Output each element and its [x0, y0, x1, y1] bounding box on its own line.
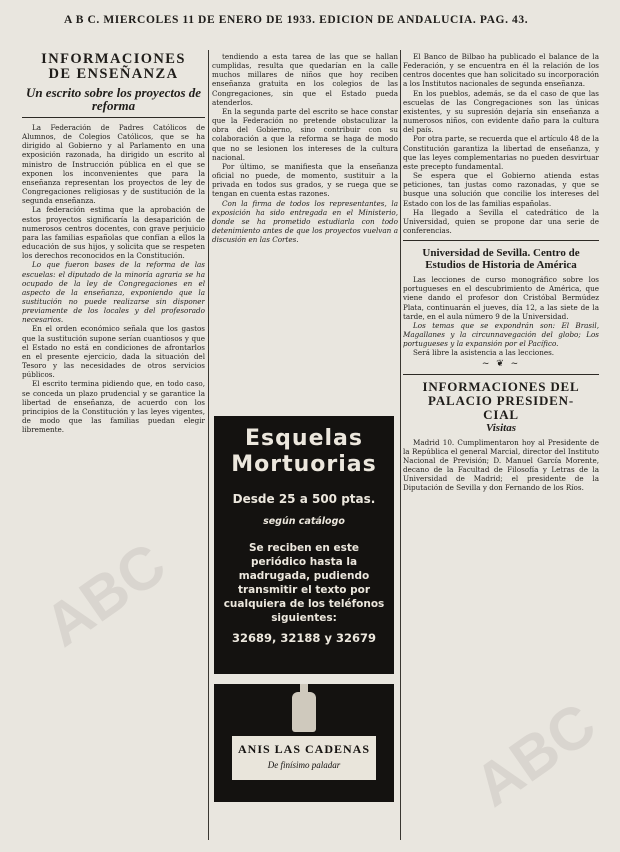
subhead-visitas: Visitas	[486, 421, 516, 434]
ad-esquelas	[214, 416, 394, 674]
paragraph: Se espera que el Gobierno atienda estas peticiones, tan justas como razonadas, y que se busque una solución que concilie los intereses del Estado con los de las familias españolas.	[403, 171, 599, 208]
paragraph: La federación estima que la aprobación de estos proyectos significaría la desaparición de numerosos centros docentes, con grave perjuicio para las familias españolas que confían a ellos la educación de sus hijos, y solicita que se respeten los derechos reconocidos en la Constitución.	[22, 205, 205, 261]
rule	[22, 117, 205, 118]
paragraph: Lo que fueron bases de la reforma de las escuelas: el diputado de la minoría agraria se ha ocupado de la ley de Congregaciones en el aspecto de la enseñanza, exponiendo que la sustitución no puede realizarse sin disponer previamente de los locales y del profesorado necesarios.	[22, 260, 205, 325]
rule	[403, 240, 599, 241]
paragraph: El escrito termina pidiendo que, en todo caso, se conceda un plazo prudencial y se garantice la libertad de enseñanza, de acuerdo con los principios de la Constitución y las leyes vigentes, de modo que las familias puedan elegir libremente.	[22, 379, 205, 435]
page-header: A B C. MIERCOLES 11 DE ENERO DE 1933. EDICION DE ANDALUCIA. PAG. 43.	[64, 14, 529, 26]
paragraph: La Federación de Padres Católicos de Alumnos, de Colegios Católicos, que se ha dirigido al Gobierno y al Parlamento en una exposición razonada, ha dirigido un escrito al ministro de Instrucción pública en el que se exponen los inconvenientes que para la enseñanza representan los proyectos de ley de Congregaciones religiosas y de sustitución de la segunda enseñanza.	[22, 123, 205, 206]
ad-body: Se reciben en este periódico hasta la madrugada, pudiendo transmitir el texto por cualquiera de los teléfonos siguientes:	[223, 542, 385, 624]
article-subhead: Un escrito sobre los proyectos de reforma	[25, 85, 202, 113]
ad-title: Mortuorias	[231, 452, 377, 477]
headline-palacio: CIAL	[483, 406, 519, 422]
paragraph: En el orden económico señala que los gastos que la sustitución supone serían cuantiosos y que el Estado no está en condiciones de afrontarlos en el presente ejercicio, dada la situación del Tesoro y las necesidades de otros servicios públicos.	[22, 324, 205, 380]
ad-anis	[214, 684, 394, 802]
paragraph: El Banco de Bilbao ha publicado el balance de la Federación, y se encuentra en él la relación de los centros docentes que han solicitado su incorporación a los Institutos nacionales de segunda enseñanza.	[403, 52, 599, 89]
column-news	[403, 52, 599, 842]
section-head-universidad: Universidad de Sevilla. Centro de Estudios de Historia de América	[422, 247, 580, 272]
column-divider	[400, 50, 401, 840]
paragraph: tendiendo a esta tarea de las que se hallan cumplidas, resulta que quedarían en la calle muchos millares de niños que hoy reciben enseñanza gratuita en los colegios de las Congregaciones, sin que el Estado pueda atenderlos.	[212, 52, 398, 107]
rule	[403, 374, 599, 375]
column-education	[22, 52, 205, 842]
paragraph: Con la firma de todos los representantes, la exposición ha sido entregada en el Ministerio, donde se ha prometido estudiarla con todo detenimiento antes de que los proyectos vuelvan a discusión en las Cortes.	[212, 198, 398, 245]
paragraph: Por último, se manifiesta que la enseñanza oficial no puede, de momento, sustituir a la privada en todos sus grados, y se ruega que se tengan en cuenta estas razones.	[212, 161, 398, 199]
column-divider	[208, 50, 209, 840]
paragraph: En los pueblos, además, se da el caso de que las escuelas de las Congregaciones son las únicas existentes, y su supresión dejaría sin enseñanza a numerosos niños, con evidente daño para la cultura del país.	[403, 88, 599, 135]
headline-palacio: INFORMACIONES DEL	[422, 378, 580, 394]
ornament: ~ ❦ ~	[481, 358, 521, 369]
paragraph: Las lecciones de curso monográfico sobre los portugueses en el descubrimiento de América, que viene dando el profesor don Cristóbal Bermúdez Plata, continuarán el jueves, día 12, a las siete de la tarde, en el aula número 9 de la Universidad.	[403, 275, 599, 321]
ad-catalog: según catálogo	[263, 516, 345, 527]
paragraph: Será libre la asistencia a las lecciones.	[413, 348, 555, 358]
ad-price: Desde 25 a 500 ptas.	[232, 492, 376, 506]
headline-palacio: PALACIO PRESIDEN-	[428, 392, 574, 408]
bottle-icon	[292, 692, 316, 732]
ad-brand: ANIS LAS CADENAS	[237, 742, 371, 756]
paragraph: En la segunda parte del escrito se hace constar que la Federación no pretende obstaculizar la obra del Gobierno, sino contribuir con su colaboración a que la reforma se haga de modo que no se lesionen los intereses de la cultura nacional.	[212, 106, 398, 162]
paragraph: Madrid 10. Cumplimentaron hoy al Presidente de la República el general Marcial, director del Instituto Nacional de Previsión; D. Manuel García Morente, decano de la Facultad de Filosofía y Letras de la Universidad de Madrid; el presidente de la Diputación de Sevilla y don Fernando de los Ríos.	[403, 437, 599, 493]
ad-tagline: De finísimo paladar	[267, 760, 341, 770]
ad-label	[230, 734, 378, 782]
paragraph: Ha llegado a Sevilla el catedrático de la Universidad, quien se propone dar una serie de conferencias.	[403, 207, 599, 235]
headline-ensenanza: DE ENSEÑANZA	[48, 66, 179, 82]
watermark-abc: ABC	[462, 689, 608, 820]
paragraph: Los temas que se expondrán son: El Brasil, Magallanes y la circunnavegación del globo; Los portugueses y la expansión por el Pacífico.	[403, 320, 599, 349]
watermark-abc: ABC	[32, 529, 178, 660]
paragraph: Por otra parte, se recuerda que el artículo 48 de la Constitución garantiza la libertad de enseñanza, y que las leyes complementarias no pueden desvirtuar este precepto fundamental.	[403, 134, 599, 171]
ad-phones: 32689, 32188 y 32679	[232, 631, 376, 645]
ad-title: Esquelas	[245, 426, 363, 451]
headline-informaciones: INFORMACIONES	[41, 52, 186, 67]
